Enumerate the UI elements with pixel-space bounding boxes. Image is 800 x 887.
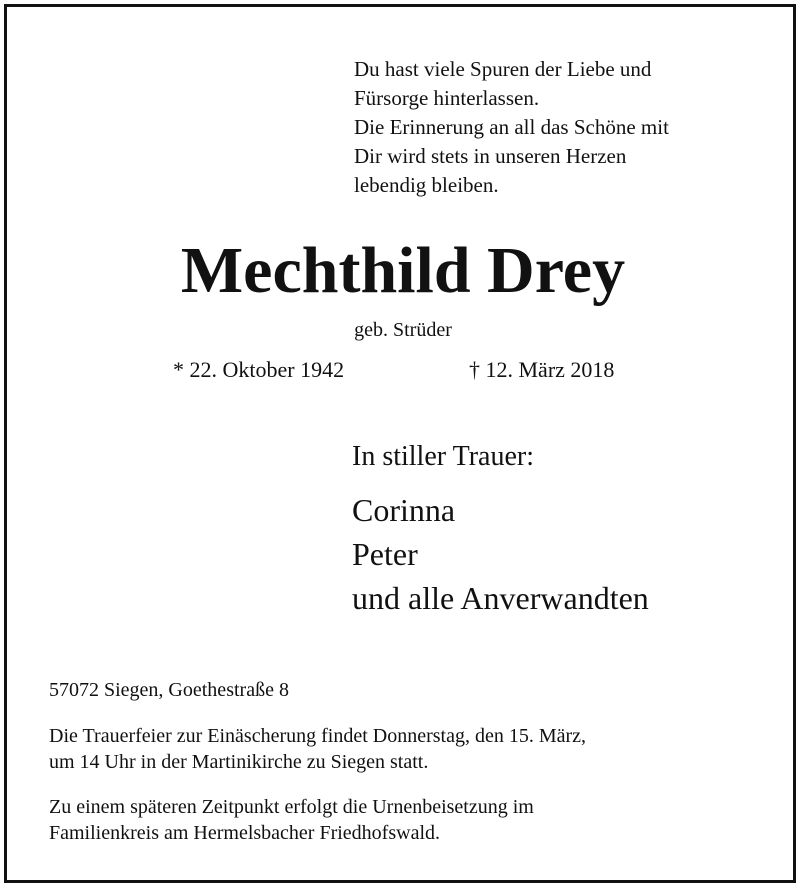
family-address: 57072 Siegen, Goethestraße 8 — [49, 679, 289, 701]
funeral-service-line: um 14 Uhr in der Martinikirche zu Siegen statt. — [49, 751, 429, 773]
obituary-notice — [4, 4, 796, 883]
poem-line: Die Erinnerung an all das Schöne mit — [354, 115, 669, 139]
urn-burial-info — [49, 794, 534, 846]
poem-line: lebendig bleiben. — [354, 173, 499, 197]
deceased-name: Mechthild Drey — [180, 234, 626, 307]
poem-line: Dir wird stets in unseren Herzen — [354, 144, 627, 168]
maiden-name: geb. Strüder — [354, 319, 452, 341]
mourner-name: Peter — [352, 536, 418, 572]
memorial-poem — [354, 55, 669, 200]
mourner-name: Corinna — [352, 492, 456, 528]
death-date: † 12. März 2018 — [469, 357, 615, 382]
poem-line: Fürsorge hinterlassen. — [354, 86, 540, 110]
funeral-service-info — [49, 723, 586, 775]
mourner-name: und alle Anverwandten — [352, 580, 649, 616]
urn-burial-line: Familienkreis am Hermelsbacher Friedhofswald. — [49, 822, 440, 844]
urn-burial-line: Zu einem späteren Zeitpunkt erfolgt die Urnenbeisetzung im — [49, 796, 534, 818]
funeral-service-line: Die Trauerfeier zur Einäscherung findet Donnerstag, den 15. März, — [49, 725, 587, 747]
mourning-intro: In stiller Trauer: — [352, 441, 534, 472]
poem-line: Du hast viele Spuren der Liebe und — [354, 57, 652, 81]
birth-date: * 22. Oktober 1942 — [173, 357, 345, 382]
mourners-list — [352, 488, 649, 620]
